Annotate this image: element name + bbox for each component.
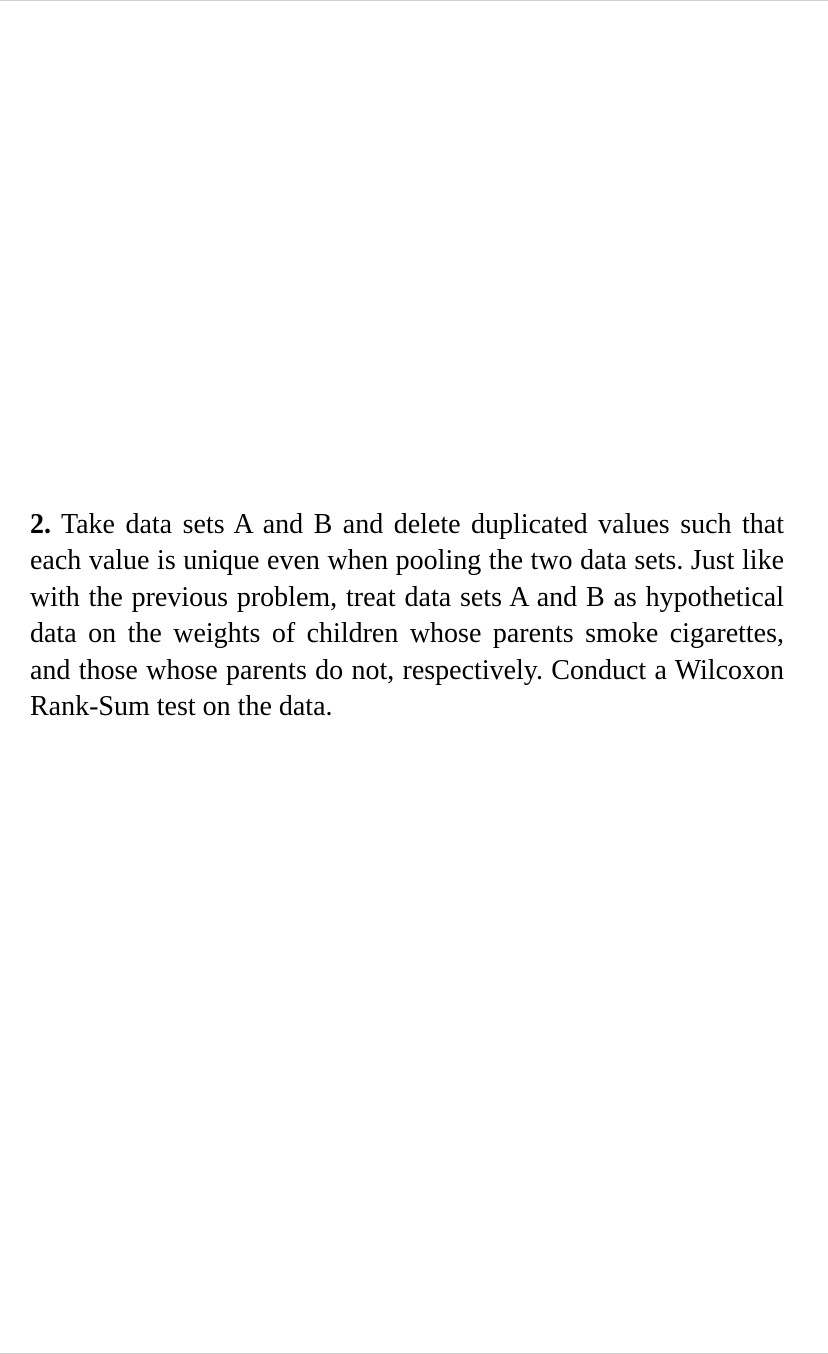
problem-text: Take data sets A and B and delete duplicated values such that each value is unique even when pooling the two data sets. Just like with the previous problem, treat data sets A and B as hypothetical data on the weights of children whose parents smoke cigarettes, and those whose parents do not, respectively. Conduct a Wilcoxon Rank-Sum test on the data. xyxy=(30,509,784,723)
problem-number: 2. xyxy=(30,509,51,540)
problem-paragraph xyxy=(30,507,784,725)
